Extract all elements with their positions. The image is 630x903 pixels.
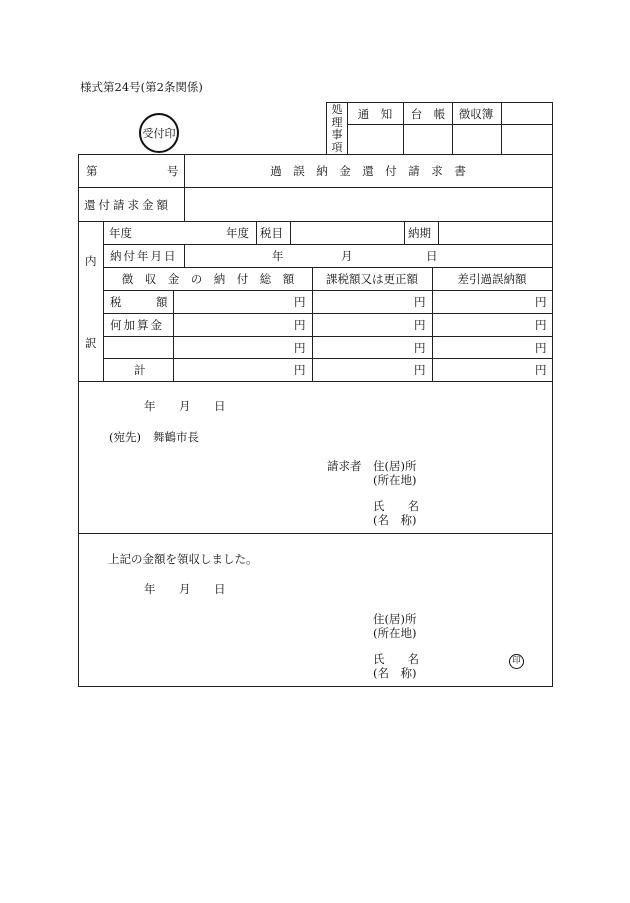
request-name-sub: (名 称) (373, 513, 417, 527)
refund-amount-label: 還付請求金額 (84, 198, 171, 212)
yen-unit: 円 (535, 318, 547, 332)
request-date-year: 年 (144, 399, 156, 413)
receipt-text: 上記の金額を領収しました。 (108, 552, 258, 566)
processing-collection-book-header: 徴収簿 (458, 107, 494, 121)
processing-notice-header: 通 知 (357, 107, 393, 121)
addressee-prefix: (宛先) (109, 430, 141, 444)
requester-label: 請求者 (327, 459, 362, 473)
receipt-name-sub: (名 称) (373, 666, 417, 680)
reception-stamp-label: 受付印 (142, 127, 176, 140)
yen-unit: 円 (414, 341, 426, 355)
reception-stamp (139, 113, 179, 153)
col-header-overpaid: 差引過誤納額 (457, 272, 527, 286)
processing-label: 処 理 事 項 (331, 103, 343, 154)
yen-unit: 円 (535, 363, 547, 377)
yen-unit: 円 (414, 295, 426, 309)
paid-date-month: 月 (341, 249, 353, 263)
year-label: 年度 (109, 226, 132, 240)
processing-ledger-header: 台 帳 (410, 107, 446, 121)
yen-unit: 円 (294, 318, 306, 332)
number-label-suffix: 号 (167, 164, 179, 178)
request-address-label: 住(居)所 (373, 459, 417, 473)
paid-date-day: 日 (426, 249, 438, 263)
paid-date-label: 納付年月日 (110, 249, 178, 263)
breakdown-label-top: 内 (85, 254, 97, 268)
period-label: 納期 (408, 226, 431, 240)
request-date-day: 日 (214, 399, 226, 413)
request-name-label: 氏 名 (373, 499, 419, 513)
addressee: 舞鶴市長 (153, 430, 199, 444)
request-date-month: 月 (179, 399, 191, 413)
col-header-assessed: 課税額又は更正額 (326, 272, 418, 286)
receipt-name-label: 氏 名 (373, 652, 419, 666)
tax-item-label: 税目 (260, 226, 283, 240)
seal-mark: 印 (509, 654, 524, 669)
yen-unit: 円 (414, 318, 426, 332)
form-title: 過 誤 納 金 還 付 請 求 書 (270, 164, 466, 178)
col-header-total-paid: 徴 収 金 の 納 付 総 額 (121, 272, 295, 286)
yen-unit: 円 (535, 341, 547, 355)
receipt-address-label: 住(居)所 (373, 612, 417, 626)
yen-unit: 円 (294, 363, 306, 377)
receipt-date-day: 日 (214, 582, 226, 596)
yen-unit: 円 (414, 363, 426, 377)
receipt-address-sub: (所在地) (373, 626, 417, 640)
paid-date-year: 年 (272, 249, 284, 263)
yen-unit: 円 (294, 341, 306, 355)
receipt-date-month: 月 (179, 582, 191, 596)
row-total-label: 計 (134, 363, 146, 377)
row-tax-label: 税 額 (110, 295, 168, 309)
row-surcharge-label: 何加算金 (110, 318, 164, 332)
form-number: 様式第24号(第2条関係) (80, 80, 203, 94)
breakdown-label-bottom: 訳 (85, 336, 97, 350)
request-address-sub: (所在地) (373, 473, 417, 487)
year-label-2: 年度 (226, 226, 249, 240)
number-label-prefix: 第 (86, 164, 98, 178)
yen-unit: 円 (294, 295, 306, 309)
yen-unit: 円 (535, 295, 547, 309)
receipt-date-year: 年 (144, 582, 156, 596)
